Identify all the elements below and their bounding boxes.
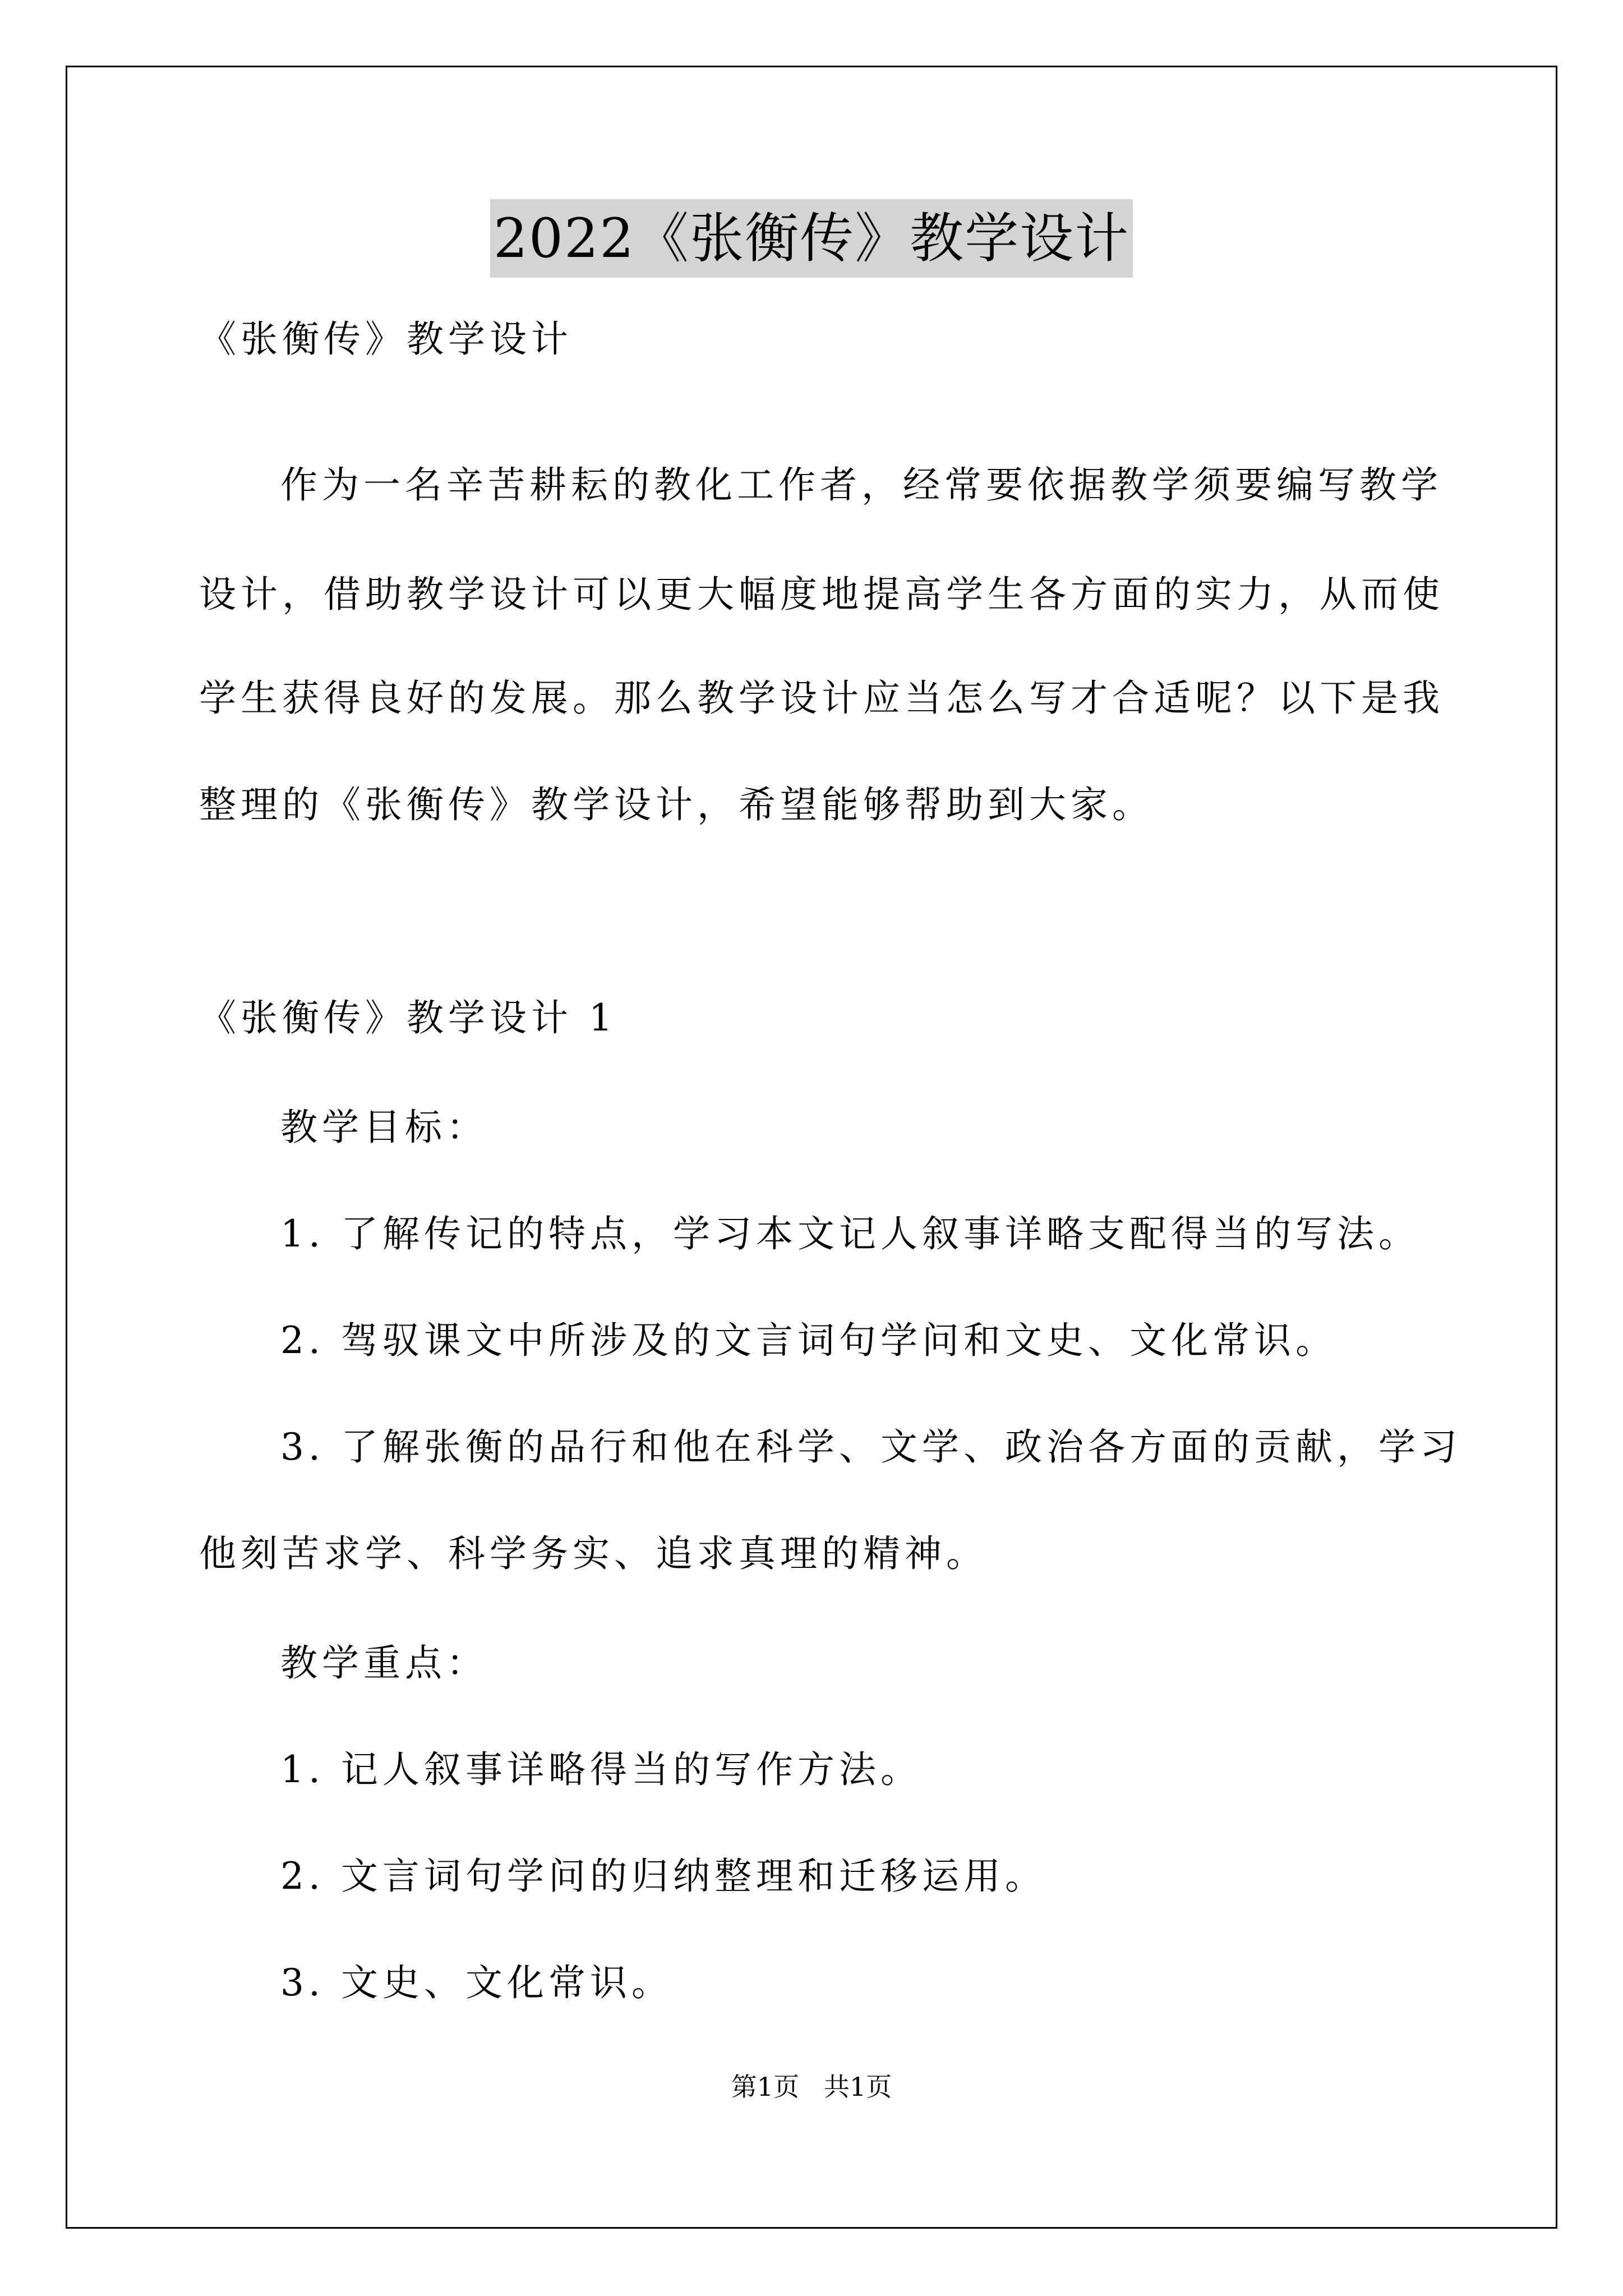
goal-item-2: 2. 驾驭课文中所涉及的文言词句学问和文史、文化常识。 xyxy=(280,1319,1337,1362)
title-container xyxy=(0,199,1623,278)
goal-item-3: 3. 了解张衡的品行和他在科学、文学、政治各方面的贡献，学习 xyxy=(280,1425,1461,1469)
goal-item-1: 1. 了解传记的特点，学习本文记人叙事详略支配得当的写法。 xyxy=(280,1212,1420,1255)
focus-heading: 教学重点： xyxy=(280,1641,488,1685)
section-title: 《张衡传》教学设计 1 xyxy=(199,996,617,1039)
document-title: 2022《张衡传》教学设计 xyxy=(490,199,1133,278)
focus-item-3: 3. 文史、文化常识。 xyxy=(280,1961,673,2004)
intro-line-1: 作为一名辛苦耕耘的教化工作者，经常要依据教学须要编写教学 xyxy=(280,463,1442,507)
intro-line-3: 学生获得良好的发展。那么教学设计应当怎么写才合适呢？以下是我 xyxy=(199,677,1444,720)
focus-item-1: 1. 记人叙事详略得当的写作方法。 xyxy=(280,1748,922,1791)
intro-line-2: 设计，借助教学设计可以更大幅度地提高学生各方面的实力，从而使 xyxy=(199,573,1444,616)
intro-line-4: 整理的《张衡传》教学设计，希望能够帮助到大家。 xyxy=(199,783,1154,826)
goals-heading: 教学目标： xyxy=(280,1106,488,1149)
page-footer: 第1页 共1页 xyxy=(731,2072,892,2102)
focus-item-2: 2. 文言词句学问的归纳整理和迁移运用。 xyxy=(280,1855,1046,1898)
document-subtitle: 《张衡传》教学设计 xyxy=(199,318,573,361)
goal-item-3-continued: 他刻苦求学、科学务实、追求真理的精神。 xyxy=(199,1532,988,1575)
